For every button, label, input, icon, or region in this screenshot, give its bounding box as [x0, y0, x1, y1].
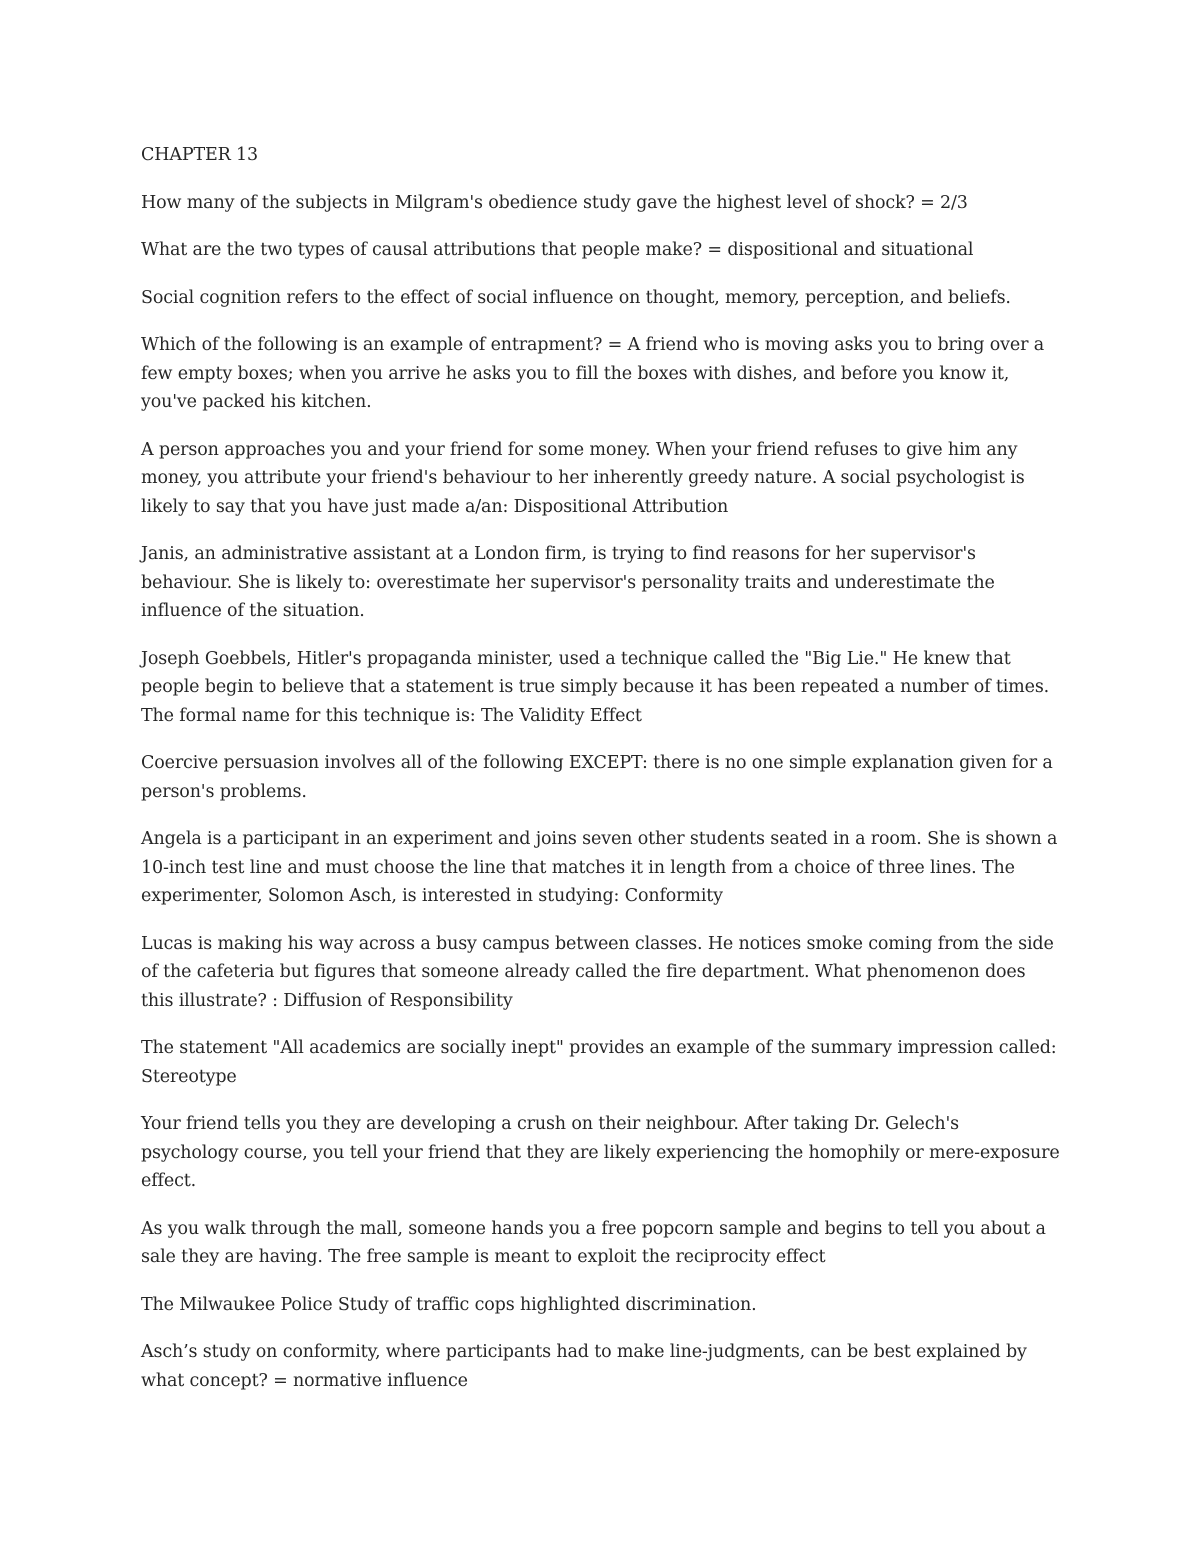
qa-paragraph-5: A person approaches you and your friend for some money. When your friend refuses to give him any money, you attribute your friend's behaviour to her inherently greedy nature. A social psychologist is likely to say that you have just made a/an: Dispositional Attribution [141, 439, 1025, 517]
qa-paragraph-6: Janis, an administrative assistant at a London firm, is trying to find reasons for her supervisor's behaviour. She is likely to: overestimate her supervisor's personality traits and underestimate the influence of the situation. [141, 544, 995, 621]
qa-paragraph-13: As you walk through the mall, someone hands you a free popcorn sample and begins to tell you about a sale they are having. The free sample is meant to exploit the reciprocity effect [141, 1218, 1046, 1267]
qa-paragraph-1: How many of the subjects in Milgram's obedience study gave the highest level of shock? = 2/3 [141, 192, 968, 213]
qa-paragraph-3: Social cognition refers to the effect of social influence on thought, memory, perception, and beliefs. [141, 287, 1011, 308]
qa-paragraph-11: The statement "All academics are socially inept" provides an example of the summary impression called: Stereotype [141, 1038, 1057, 1087]
qa-paragraph-15: Asch’s study on conformity, where participants had to make line-judgments, can be best explained by what concept? = normative influence [141, 1342, 1027, 1391]
qa-paragraph-14: The Milwaukee Police Study of traffic cops highlighted discrimination. [141, 1294, 757, 1315]
qa-paragraph-10: Lucas is making his way across a busy campus between classes. He notices smoke coming from the side of the cafeteria but figures that someone already called the fire department. What phenomenon does this illustrate? : Diffusion of Responsibility [141, 933, 1054, 1011]
qa-paragraph-12: Your friend tells you they are developing a crush on their neighbour. After taking Dr. Gelech's psychology course, you tell your friend that they are likely experiencing the homophily or mere-exposure effect. [141, 1114, 1060, 1191]
document-body [141, 141, 1061, 1414]
qa-paragraph-7: Joseph Goebbels, Hitler's propaganda minister, used a technique called the "Big Lie." He knew that people begin to believe that a statement is true simply because it has been repeated a number of times. The formal name for this technique is: The Validity Effect [141, 648, 1050, 726]
qa-paragraph-8: Coercive persuasion involves all of the following EXCEPT: there is no one simple explanation given for a person's problems. [141, 753, 1053, 802]
qa-paragraph-4: Which of the following is an example of entrapment? = A friend who is moving asks you to bring over a few empty boxes; when you arrive he asks you to fill the boxes with dishes, and before you know it, you've packed his kitchen. [141, 335, 1044, 412]
chapter-heading: CHAPTER 13 [141, 145, 259, 165]
qa-paragraph-9: Angela is a participant in an experiment and joins seven other students seated in a room. She is shown a 10-inch test line and must choose the line that matches it in length from a choice of three lines. The experimenter, Solomon Asch, is interested in studying: Conformity [141, 829, 1058, 906]
qa-paragraph-2: What are the two types of causal attributions that people make? = dispositional and situational [141, 240, 974, 260]
